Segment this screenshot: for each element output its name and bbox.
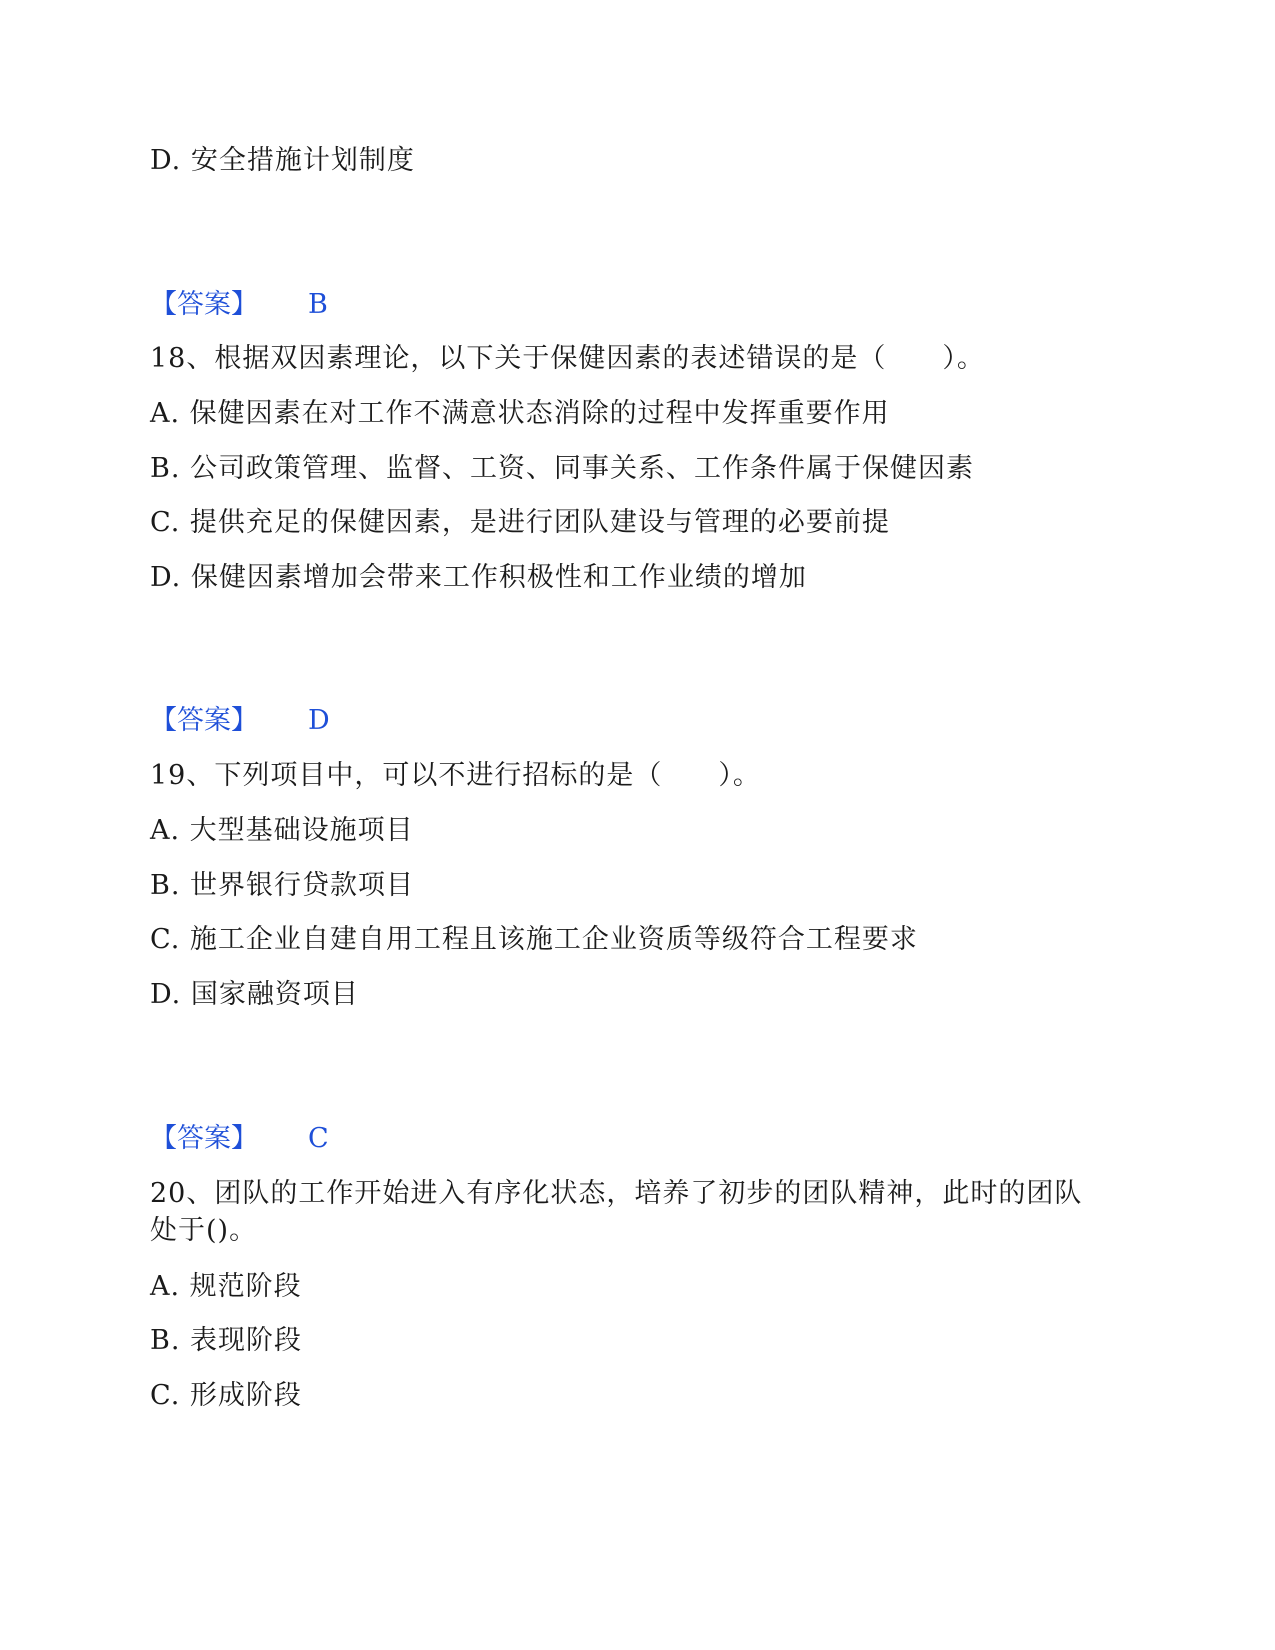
q17-answer: [150, 286, 328, 324]
q18-option-c: C. 提供充足的保健因素，是进行团队建设与管理的必要前提: [150, 507, 890, 538]
q20-stem-line2: 处于()。: [150, 1215, 258, 1246]
answer-label: 【答案】: [150, 289, 258, 320]
q20-option-a: A. 规范阶段: [150, 1271, 302, 1302]
q19-stem: 19、下列项目中，可以不进行招标的是（ ）。: [150, 760, 761, 791]
q19-option-a: A. 大型基础设施项目: [150, 815, 414, 846]
answer-value: D: [308, 705, 330, 736]
q19-option-b: B. 世界银行贷款项目: [150, 870, 415, 901]
answer-label: 【答案】: [150, 1123, 258, 1154]
q18-option-a: A. 保健因素在对工作不满意状态消除的过程中发挥重要作用: [150, 398, 890, 429]
q20-option-b: B. 表现阶段: [150, 1325, 303, 1356]
q18-option-b: B. 公司政策管理、监督、工资、同事关系、工作条件属于保健因素: [150, 453, 975, 484]
q19-option-d: D. 国家融资项目: [150, 979, 359, 1010]
q17-option-d: D. 安全措施计划制度: [150, 145, 415, 176]
answer-value: B: [308, 289, 328, 320]
answer-value: C: [308, 1123, 329, 1154]
q18-option-d: D. 保健因素增加会带来工作积极性和工作业绩的增加: [150, 562, 807, 593]
q19-option-c: C. 施工企业自建自用工程且该施工企业资质等级符合工程要求: [150, 924, 918, 955]
q20-option-c: C. 形成阶段: [150, 1380, 302, 1411]
q18-stem: 18、根据双因素理论，以下关于保健因素的表述错误的是（ ）。: [150, 343, 985, 374]
answer-label: 【答案】: [150, 705, 258, 736]
q20-stem-line1: 20、团队的工作开始进入有序化状态，培养了初步的团队精神，此时的团队: [150, 1178, 1083, 1209]
q18-answer: [150, 702, 330, 740]
q19-answer: [150, 1120, 329, 1158]
